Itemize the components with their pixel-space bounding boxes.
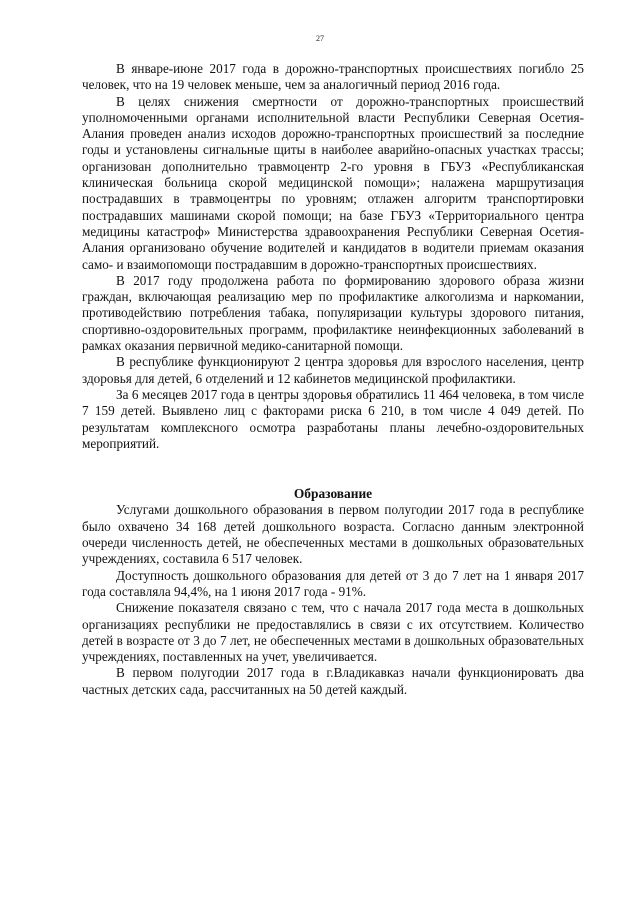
paragraph-private-kindergartens: В первом полугодии 2017 года в г.Владикавказ начали функционировать два частных детских сада, рассчитанных на 50 детей каждый. xyxy=(82,665,584,697)
paragraph-road-deaths: В январе-июне 2017 года в дорожно-транспортных происшествиях погибло 25 человек, что на 19 человек меньше, чем за аналогичный период 2016 года. xyxy=(82,61,584,93)
paragraph-preschool-coverage: Услугами дошкольного образования в первом полугодии 2017 года в республике было охвачено 34 168 детей дошкольного возраста. Согласно данным электронной очереди численность детей, не обеспеченных местами в дошкольных образовательных учреждениях, составила 6 517 человек. xyxy=(82,502,584,567)
page-number: 27 xyxy=(316,34,324,43)
section-heading-education: Образование xyxy=(293,486,373,502)
document-body xyxy=(82,61,584,698)
paragraph-health-centers: В республике функционируют 2 центра здоровья для взрослого населения, центр здоровья для детей, 6 отделений и 12 кабинетов медицинской профилактики. xyxy=(82,354,584,386)
paragraph-healthy-lifestyle: В 2017 году продолжена работа по формированию здорового образа жизни граждан, включающая реализацию мер по профилактике алкоголизма и наркомании, противодействию потребления табака, популяризации культуры здорового питания, спортивно-оздоровительных программ, профилактике неинфекционных заболеваний в рамках оказания первичной медико-санитарной помощи. xyxy=(82,272,584,354)
paragraph-indicator-decline: Снижение показателя связано с тем, что с начала 2017 года места в дошкольных организациях республики не предоставлялись в связи с их отсутствием. Количество детей в возрасте от 3 до 7 лет, не обеспеченных местами в дошкольных образовательных учреждениях, поставленных на учет, увеличивается. xyxy=(82,600,584,665)
paragraph-health-center-visits: За 6 месяцев 2017 года в центры здоровья обратились 11 464 человека, в том числе 7 159 детей. Выявлено лиц с факторами риска 6 210, в том числе 4 049 детей. По результатам комплексного осмотра разработаны планы лечебно-оздоровительных мероприятий. xyxy=(82,386,584,451)
paragraph-road-safety-measures: В целях снижения смертности от дорожно-транспортных происшествий уполномоченными органами исполнительной власти Республики Северная Осетия-Алания проведен анализ исходов дорожно-транспортных происшествий за последние годы и установлены сигнальные щиты в наиболее аварийно-опасных участках трассы; организован дополнительно травмоцентр 2-го уровня в ГБУЗ «Республиканская клиническая больница скорой медицинской помощи»; налажена маршрутизация пострадавших в травмоцентры по уровням; отлажен алгоритм транспортировки пострадавших машинами скорой помощи; на базе ГБУЗ «Территориального центра медицины катастроф» Министерства здравоохранения Республики Северная Осетия-Алания организовано обучение водителей и кандидатов в водители приемам оказания само- и взаимопомощи пострадавшим в дорожно-транспортных происшествиях. xyxy=(82,93,584,272)
paragraph-preschool-availability: Доступность дошкольного образования для детей от 3 до 7 лет на 1 января 2017 года составляла 94,4%, на 1 июня 2017 года - 91%. xyxy=(82,567,584,599)
